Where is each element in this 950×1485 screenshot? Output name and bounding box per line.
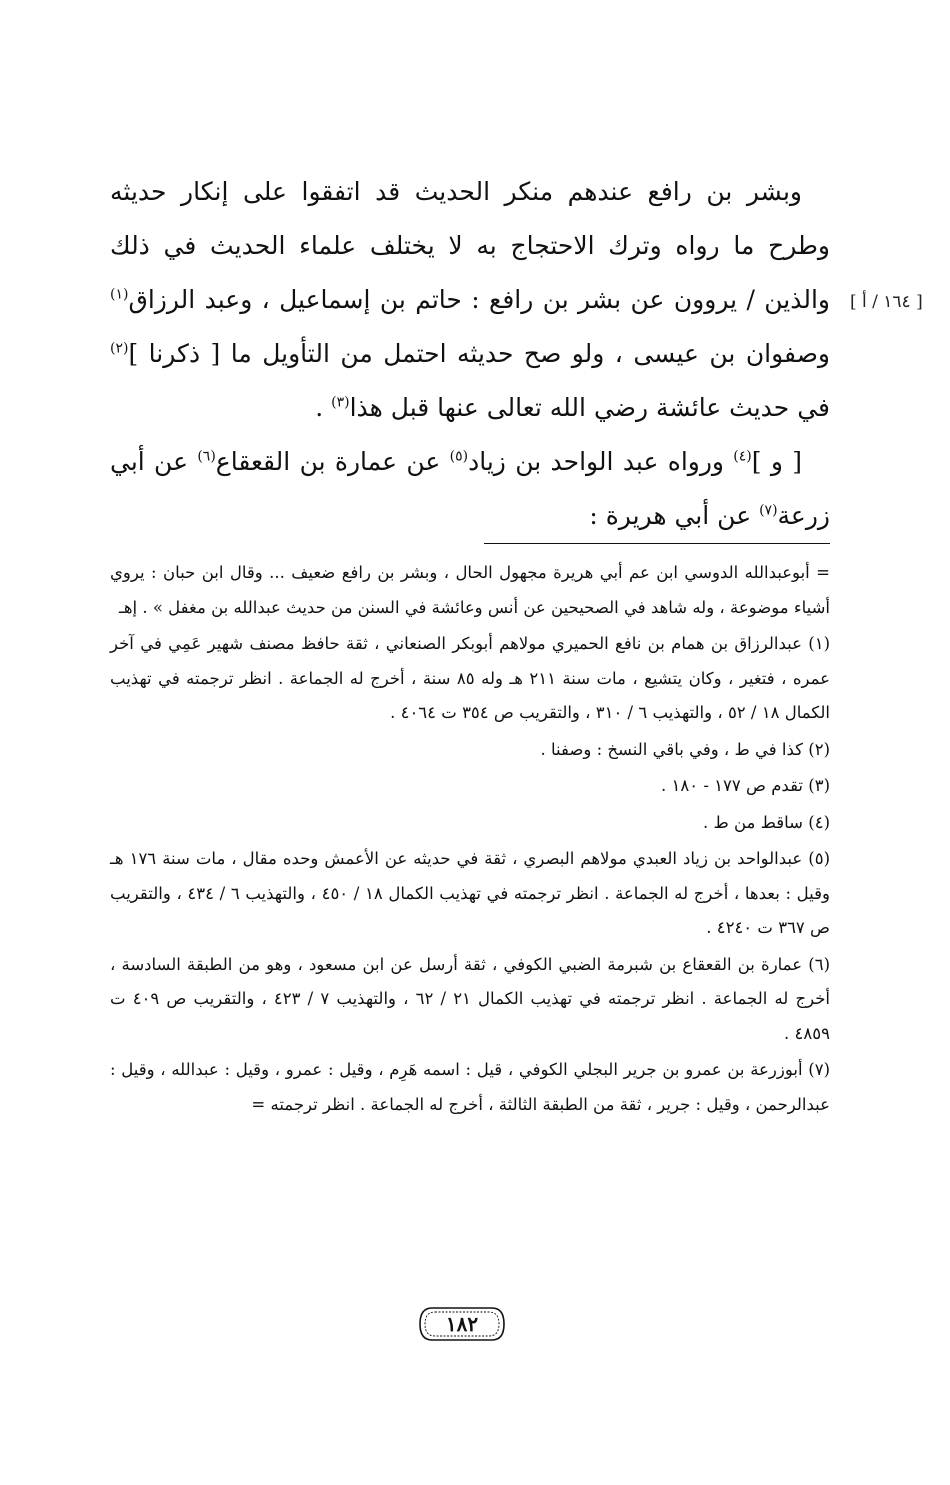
footnote-ref-6[interactable]: (٦) (197, 448, 216, 465)
footnote-5: (٥) عبدالواحد بن زياد العبدي مولاهم البصري ، ثقة في حديثه عن الأعمش وحده مقال ، مات سنة ١٧٦ هـ وقيل : بعدها ، أخرج له الجماعة . انظر ترجمته في تهذيب الكمال ١٨ / ٤٥٠ ، والتهذيب ٦ / ٤٣٤ ، والتقريب ص ٣٦٧ ت ٤٢٤٠ . (110, 849, 831, 937)
footnote-6: (٦) عمارة بن القعقاع بن شبرمة الضبي الكوفي ، ثقة أرسل عن ابن مسعود ، وهو من الطبقة السادسة ، أخرج له الجماعة . انظر ترجمته في تهذيب الكمال ٢١ / ٦٢ ، والتهذيب ٧ / ٤٢٣ ، والتقريب ص ٤٠٩ ت ٤٨٥٩ . (110, 954, 830, 1043)
footnote-ref-4[interactable]: (٤) (733, 448, 752, 465)
main-text (110, 165, 830, 543)
footnote-7: (٧) أبوزرعة بن عمرو بن جرير البجلي الكوفي ، قيل : اسمه هَرِم ، وقيل : عمرو ، وقيل : عبدالله ، وقيل : عبدالرحمن ، وقيل : جرير ، ثقة من الطبقة الثالثة ، أخرج له الجماعة . انظر ترجمته = (110, 1060, 830, 1114)
footnotes-section (110, 556, 830, 1124)
footnote-3: (٣) تقدم ص ١٧٧ - ١٨٠ . (660, 776, 830, 795)
footnote-2: (٢) كذا في ط ، وفي باقي النسخ : وصفنا . (540, 739, 830, 759)
main-paragraph-1: وبشر بن رافع عندهم منكر الحديث قد اتفقوا على إنكار حديثه وطرح ما رواه وترك الاحتجاج به لا يختلف علماء الحديث في ذلك والذين / يروون عن بشر بن رافع : حاتم بن إسماعيل ، وعبد الرزاق$^{(١)}$ وصفوان بن عيسى ، ولو صح حديثه احتمل من التأويل ما [ ذكرنا ]$^{(٢)}$ في حديث عائشة رضي الله تعالى عنها قبل هذا$^{(٣)}$ . (110, 177, 830, 422)
footnote-ref-5[interactable]: (٥) (449, 448, 469, 465)
footnote-ref-2[interactable]: (٢) (110, 340, 129, 357)
footnote-divider (484, 543, 830, 544)
footnote-ref-1[interactable]: (١) (110, 286, 129, 303)
page-number: ١٨٢ (445, 1312, 479, 1336)
footnote-4: (٤) ساقط من ط . (702, 812, 830, 832)
footnote-continuation: = أبوعبدالله الدوسي ابن عم أبي هريرة مجهول الحال ، وبشر بن رافع ضعيف ... وقال ابن حبان : يروي أشياء موضوعة ، وله شاهد في الصحيحين عن أنس وعائشة في السنن من حديث عبدالله بن مغفل » . إهـ (110, 563, 830, 617)
footnote-ref-3[interactable]: (٣) (331, 394, 350, 411)
margin-folio-reference: [ ١٦٤ / أ ] (850, 292, 923, 312)
page-number-badge (418, 1306, 506, 1342)
footnote-ref-7[interactable]: (٧) (759, 502, 778, 519)
footnote-1: (١) عبدالرزاق بن همام بن نافع الحميري مولاهم أبوبكر الصنعاني ، ثقة حافظ مصنف شهير عَمِي في آخر عمره ، فتغير ، وكان يتشيع ، مات سنة ٢١١ هـ وله ٨٥ سنة ، أخرج له الجماعة . انظر ترجمته في تهذيب الكمال ١٨ / ٥٢ ، والتهذيب ٦ / ٣١٠ ، والتقريب ص ٣٥٤ ت ٤٠٦٤ . (110, 634, 830, 722)
main-paragraph-2: [ و ]$^{(٤)}$ ورواه عبد الواحد بن زياد$^{(٥)}$ عن عمارة بن القعقاع$^{(٦)}$ عن أبي زرعة$^{(٧)}$ عن أبي هريرة : (110, 447, 830, 530)
